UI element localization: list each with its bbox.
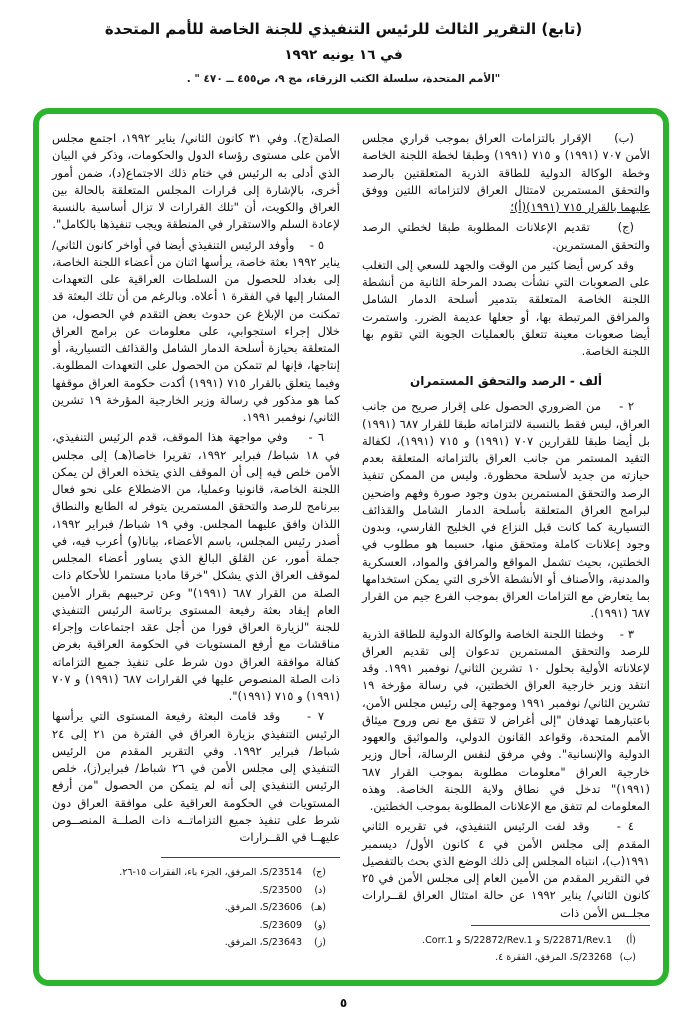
footnote-z-label: (ز) <box>313 937 326 949</box>
paragraph-intro: وقد كرس أيضا كثير من الوقت والجهد للسعي إلى التغلب على الصعوبات التي نشأت بصدد المرحلة الثانية من أنشطة اللجنة الخاصة المتعلقة بتدمير أسلحة الدمار الشامل والمرافق المرتبطة بها، أو جعلها عديمة الضرر. واستمرت أيضا صعوبات معينة تتعلق بالعمليات الجوية التي تقوم بها اللجنة الخاصة. <box>362 257 650 358</box>
footnote-h-label: (هـ) <box>310 902 326 914</box>
footnote-h <box>52 899 340 917</box>
paragraph-3: ٣ - وخطتا اللجنة الخاصة والوكالة الدولية للطاقة الذرية للرصد والتحقق المستمرين تدعوان إلى تقديم العراق لإعلاناته الأولية بحلول ١٠ تشرين الثاني/ نوفمبر ١٩٩١. وقد انتقد وزير خارجية العراق الخطتين، في رسالة مؤرخة ١٩ تشرين الثاني/ نوفمبر ١٩٩١ وموجهة إلى رئيس مجلس الأمن، باعتبارهما تهدفان "إلى أغراض لا تتفق مع نص وروح ميثاق الأمم المتحدة، وقواعد القانون الدولي، والمواثيق والعهود الدولية والإنسانية". وفي مرفق لنفس الرسالة، أحال وزير خارجية العراق "معلومات مطلوبة بموجب القرار ٦٨٧ (١٩٩١)" تدخل في نطاق ولاية اللجنة الخاصة. وهذه المعلومات لم تتفق مع الإعلانات المطلوبة بموجب الخطتين. <box>362 626 650 813</box>
footnote-j-label: (ج) <box>312 867 326 879</box>
paragraph-item-b-underlined: عليهما بالقرار ٧١٥ (١٩٩١)(أ)؛ <box>510 200 650 214</box>
column-left <box>52 130 340 970</box>
footnote-b <box>362 949 650 967</box>
footnote-a-text: S/22871/Rev.1 و S/22872/Rev.1 و Corr.1. <box>422 934 612 946</box>
paragraph-6: ٦ - وفي مواجهة هذا الموقف، قدم الرئيس التنفيذي، في ١٨ شباط/ فبراير ١٩٩٢، تقريرا خاصا(هـ) إلى مجلس الأمن خلص فيه إلى أن الموقف الذي يتخذه العراق لن يمكن اللجنة الخاصة، قانونيا وعمليا، من الاضطلاع على نحو فعال ببرنامج للرصد والتحقق المستمرين يتوفر له الطابع والنطاق اللذان وافق عليهما المجلس. وفي ١٩ شباط/ فبراير ١٩٩٢، أصدر رئيس المجلس، باسم الأعضاء، بيانا(و) أعرب فيه، في جملة أمور، عن القلق البالغ الذي يساور أعضاء المجلس لموقف العراق الذي يشكل "خرقا ماديا مستمرا للأحكام ذات الصلة من القرار ٦٨٧ (١٩٩١)" وعن ترحيبهم بقرار الأمين العام إيفاد بعثة رفيعة المستوى برئاسة الرئيس التنفيذي للجنة "لزيارة العراق فورا من أجل عقد اجتماعات وإجراء مناقشات مع أرفع المستويات في الحكومة العراقية بغرض كفالة موافقة العراق دون شرط على تنفيذ جميع التزاماته ذات الصلة المنصوص عليها في القرارات ٦٨٧ (١٩٩١) و ٧٠٧ (١٩٩١) و ٧١٥ (١٩٩١)". <box>52 430 341 703</box>
footnotes-right-column <box>362 925 650 967</box>
column-right <box>362 130 650 970</box>
footnote-j-text: S/23514، المرفق، الجزء باء، الفقرات ١٥-٢٦. <box>119 867 302 879</box>
footnote-z <box>52 934 340 952</box>
paragraph-item-b-lead: (ب) الإقرار بالتزامات العراق بموجب قراري مجلس الأمن ٧٠٧ (١٩٩١) و ٧١٥ (١٩٩١) وطبقا لخطة اللجنة الخاصة وخطة الوكالة الدولية للطاقة الذرية المتعلقتين بالرصد والتحقق المستمرين لامتثال العراق لالتزاماته اللتين ووفق <box>362 131 650 197</box>
footnote-d-label: (د) <box>314 884 326 896</box>
paragraph-7: ٧ - وقد قامت البعثة رفيعة المستوى التي يرأسها الرئيس التنفيذي بزيارة العراق في الفترة من ٢١ إلى ٢٤ شباط/ فبراير ١٩٩٢. وفي التقرير المقدم من الرئيس التنفيذي إلى مجلس الأمن في ٢٦ شباط/ فبراير(ز)، خلص الرئيس التنفيذي إلى أنه لم يتمكن من الحصول "من أرفع المستويات في الحكومة العراقية على موافقة العراق دون شرط على تنفيذ جميع التزاماتــه ذات الصلــة المنصــوص عليهــا في القــرارات <box>52 709 340 844</box>
footnote-a <box>362 932 650 950</box>
paragraph-continuation: الصلة(ج). وفي ٣١ كانون الثاني/ يناير ١٩٩٢، اجتمع مجلس الأمن على مستوى رؤساء الدول والحكومات، وذكر في البيان الذي أدلى به الرئيس في ختام ذلك الاجتماع(د)، ضمن أمور أخرى، بالإشارة إلى قرارات المجلس المتعلقة بالحالة بين العراق والكويت، أن "تلك القرارات لا تزال أساسية بالنسبة لإعادة السلم والاستقرار في المنطقة ويجب تنفيذها بالكامل". <box>52 131 340 232</box>
footnote-d <box>52 882 340 900</box>
section-heading-alif: ألف - الرصد والتحقق المستمران <box>410 374 602 389</box>
footnote-w <box>52 917 340 935</box>
footnotes-left-column <box>52 857 340 952</box>
two-column-body <box>52 130 650 970</box>
footnote-z-text: S/23643، المرفق. <box>224 937 302 949</box>
paragraph-2: ٢ - من الضروري الحصول على إقرار صريح من جانب العراق، ليس فقط بالنسبة لالتزاماته طبقا للقرار ٦٨٧ (١٩٩١) بل أيضا طبقا للقرارين ٧٠٧ (١٩٩١) و ٧١٥ (١٩٩١)، لكفالة التقيد المستمر من جانب العراق بالتزاماته المتعلقة بعدم حيازته من جديد لأسلحة محظورة. وليس من الممكن تنفيذ الرصد والتحقق المستمرين بدون وجود صورة وفهم واضحين لبرامج العراق المتعلقة بأسلحة الدمار الشامل والقذائف التسيارية كما كانت قبل النزاع في الخليج الفارسي، وبدون وجود إعلانات كاملة ومتحقق منها، حسبما هو مطلوب في الخطتين، بحيث تشمل المواقع والمرافق والمواد، العسكرية والمدنية، والأصناف أو الأنشطة الأخرى التي يمكن استخدامها بما يتعارض مع التزامات العراق بموجب الفرع جيم من القرار ٦٨٧ (١٩٩١). <box>362 399 650 621</box>
footnote-b-text: S/23268، المرفق، الفقرة ٤. <box>495 952 612 964</box>
footnote-j <box>52 864 340 882</box>
document-green-frame <box>33 108 669 986</box>
document-source-citation: "الأمم المتحدة، سلسلة الكتب الزرقاء، مج ٩، ص٤٥٥ ــ ٤٧٠ " . <box>186 73 501 85</box>
paragraph-item-c: (ج) تقديم الإعلانات المطلوبة طبقا لخطتي الرصد والتحقق المستمرين. <box>362 220 650 252</box>
footnote-divider <box>471 925 650 926</box>
footnote-b-label: (ب) <box>619 952 636 964</box>
footnote-divider <box>161 857 340 858</box>
footnote-a-label: (أ) <box>625 934 636 946</box>
footnote-w-text: S/23609. <box>259 919 302 931</box>
document-header <box>0 20 687 85</box>
footnote-w-label: (و) <box>313 919 326 931</box>
paragraph-5: ٥ - وأوفد الرئيس التنفيذي أيضا في أواخر كانون الثاني/ يناير ١٩٩٢ بعثة خاصة، يرأسها اثنان من أعضاء اللجنة الخاصة، إلى بغداد للحصول من السلطات العراقية على التعهدات المشار إليها في الفقرة ١ أعلاه. وبالرغم من أن تلك البعثة قد تمكنت من الإبلاغ عن حدوث بعض التقدم في الحصول، من خلال إجراء استجوابي، على معلومات عن برامج العراق المتعلقة بحيازة أسلحة الدمار الشامل والقذائف التسيارية، أو إنتاجها، فإنها لم تتمكن من الحصول على التعهدات المطلوبة. وفيما يتعلق بالقرار ٧١٥ (١٩٩١) أكدت حكومة العراق موقفها كما هو مذكور في رسالة وزير الخارجية المؤرخة ١٩ تشرين الثاني/ نوفمبر ١٩٩١. <box>52 237 341 424</box>
page-number: ٥ <box>339 996 348 1010</box>
document-date: في ١٦ يونيه ١٩٩٢ <box>284 47 403 63</box>
document-title: (تابع) التقرير الثالث للرئيس التنفيذي للجنة الخاصة للأمم المتحدة <box>104 20 583 38</box>
footnote-d-text: S/23500. <box>259 884 302 896</box>
footnote-h-text: S/23606، المرفق. <box>224 902 302 914</box>
paragraph-item-b <box>362 130 650 216</box>
paragraph-4: ٤ - وقد لفت الرئيس التنفيذي، في تقريره الثاني المقدم إلى مجلس الأمن في ٤ كانون الأول/ ديسمبر ١٩٩١(ب)، انتباه المجلس إلى ذلك الوضع الذي بحث بالتفصيل في التقرير المقدم من الأمين العام إلى مجلس الأمن في ٢٥ كانون الثاني/ يناير ١٩٩٢ عن حالة امتثال العراق لقــرارات مجلــس الأمن ذات <box>361 819 650 920</box>
